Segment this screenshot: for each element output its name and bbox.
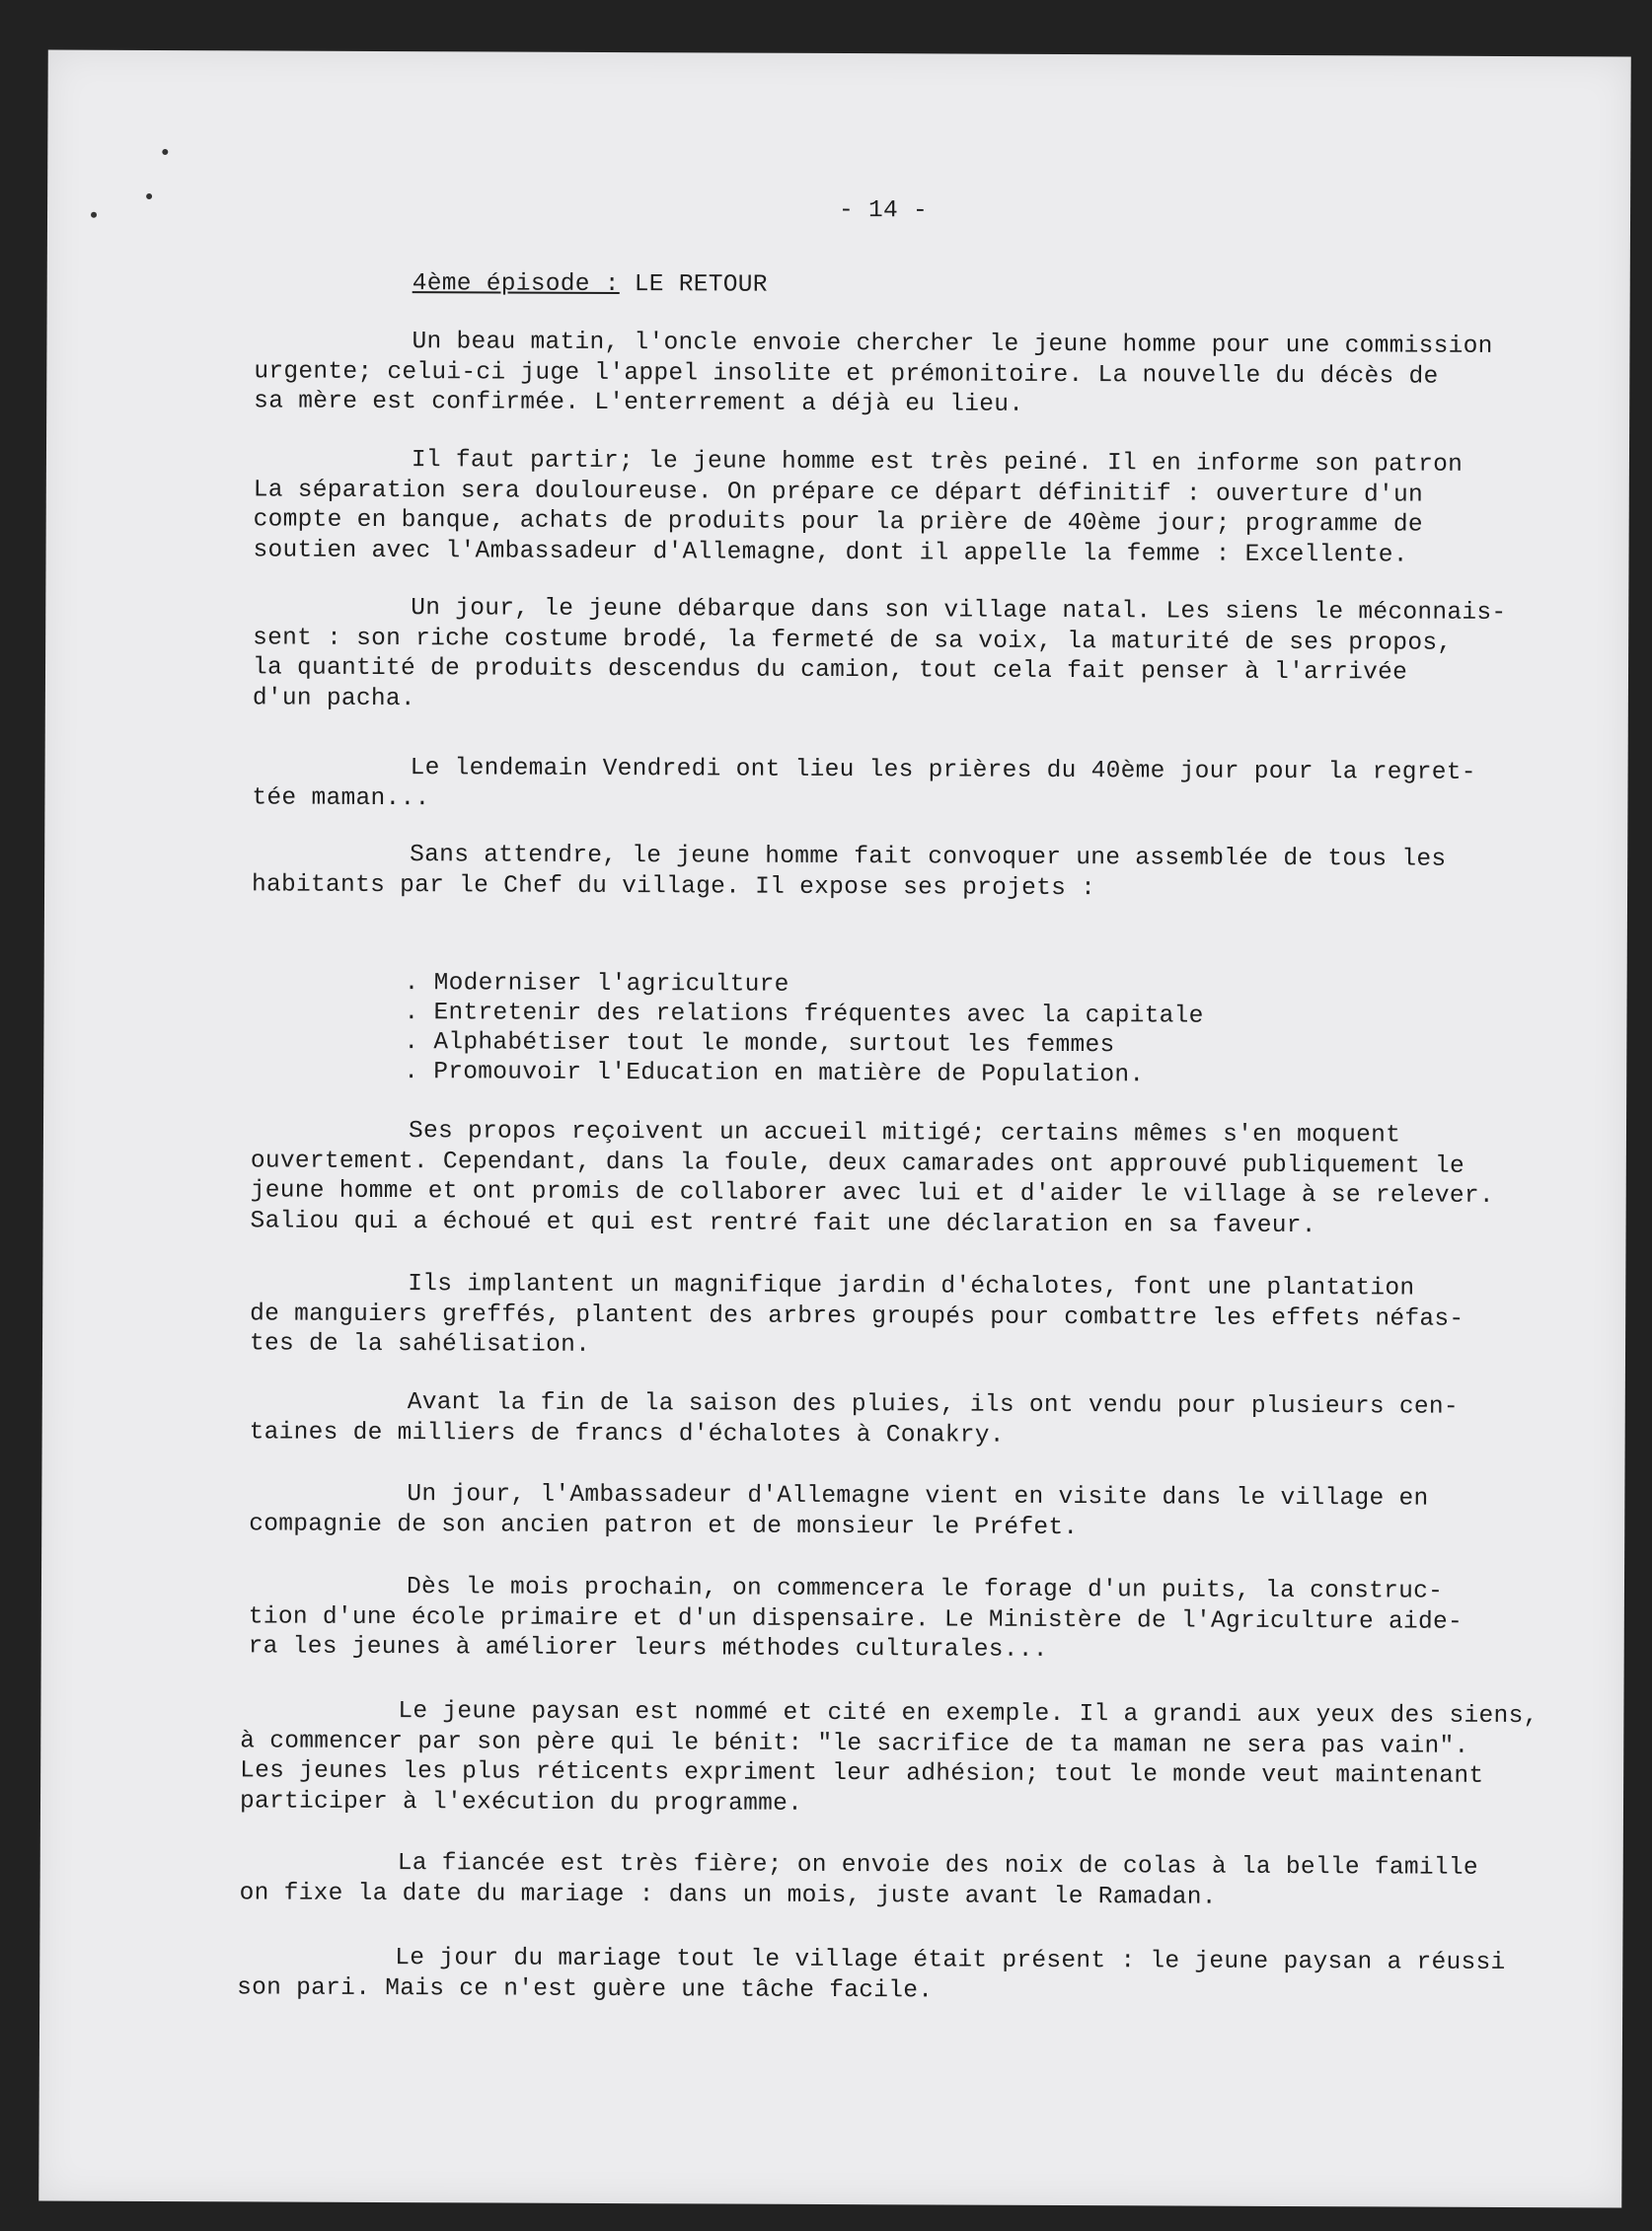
- text-line: urgente; celui-ci juge l'appel insolite et prémonitoire. La nouvelle du décès de: [254, 357, 1439, 391]
- text-line: ra les jeunes à améliorer leurs méthodes culturales...: [248, 1633, 1048, 1664]
- paragraph: [254, 327, 1625, 423]
- text-line: Avant la fin de la saison des pluies, ils ont vendu pour plusieurs cen-: [407, 1389, 1460, 1421]
- text-line: Dès le mois prochain, on commencera le forage d'un puits, la construc-: [406, 1574, 1444, 1605]
- text-line: la quantité de produits descendus du camion, tout cela fait penser à l'arrivée: [252, 654, 1408, 687]
- text-line: ouvertement. Cependant, dans la foule, deux camarades ont approuvé publiquement le: [250, 1147, 1465, 1180]
- text-line: son pari. Mais ce n'est guère une tâche facile.: [237, 1973, 934, 2004]
- paragraph: [253, 593, 1625, 719]
- project-list: [404, 969, 1204, 1091]
- episode-title: [413, 270, 768, 299]
- paper-sheet: [38, 50, 1630, 2208]
- text-line: jeune homme et ont promis de collaborer avec lui et d'aider le village à se relever.: [250, 1177, 1494, 1210]
- text-line: Ils implantent un magnifique jardin d'échalotes, font une plantation: [408, 1271, 1415, 1302]
- text-line: Ses propos reçoivent un accueil mitigé; certains mêmes s'en moquent: [408, 1118, 1401, 1150]
- text-line: on fixe la date du mariage : dans un mois, juste avant le Ramadan.: [239, 1879, 1217, 1911]
- text-line: La séparation sera douloureuse. On prépare ce départ définitif : ouverture d'un: [253, 476, 1424, 509]
- paragraph: [249, 1572, 1620, 1669]
- paragraph: [253, 445, 1625, 571]
- text-line: Le lendemain Vendredi ont lieu les prières du 40ème jour pour la regret-: [410, 755, 1476, 786]
- text-line: La fiancée est très fière; on envoie des noix de colas à la belle famille: [397, 1850, 1478, 1882]
- text-line: Un jour, l'Ambassadeur d'Allemagne vient en visite dans le village en: [407, 1481, 1429, 1513]
- text-line: Sans attendre, le jeune homme fait convoquer une assemblée de tous les: [410, 842, 1447, 873]
- paragraph: [252, 753, 1623, 819]
- episode-name: LE RETOUR: [634, 271, 768, 299]
- paragraph: [252, 840, 1623, 906]
- text-line: Le jour du mariage tout le village était présent : le jeune paysan a réussi: [395, 1945, 1506, 1976]
- text-line: Il faut partir; le jeune homme est très peiné. Il en informe son patron: [411, 447, 1464, 479]
- text-line: compte en banque, achats de produits pour la prière de 40ème jour; programme de: [253, 506, 1423, 539]
- document-body: [38, 50, 1630, 2208]
- text-line: Les jeunes les plus réticents expriment leur adhésion; tout le monde veut maintenant: [240, 1757, 1484, 1790]
- text-line: de manguiers greffés, plantent des arbres groupés pour combattre les effets néfas-: [250, 1300, 1464, 1333]
- text-line: Un jour, le jeune débarque dans son village natal. Les siens le méconnais-: [411, 595, 1507, 627]
- text-line: Le jeune paysan est nommé et cité en exemple. Il a grandi aux yeux des siens,: [398, 1698, 1539, 1731]
- text-line: sent : son riche costume brodé, la fermeté de sa voix, la maturité de ses propos,: [253, 624, 1453, 657]
- text-line: d'un pacha.: [252, 684, 415, 712]
- episode-label: 4ème épisode :: [412, 270, 620, 299]
- text-line: tion d'une école primaire et d'un dispensaire. Le Ministère de l'Agriculture aide-: [248, 1602, 1464, 1636]
- list-item: . Entretenir des relations fréquentes avec la capitale: [404, 1000, 1204, 1030]
- text-line: Saliou qui a échoué et qui est rentré fait une déclaration en sa faveur.: [250, 1207, 1316, 1239]
- paragraph: [240, 1848, 1612, 1914]
- list-item: . Moderniser l'agriculture: [404, 970, 789, 999]
- text-line: Un beau matin, l'oncle envoie chercher le jeune homme pour une commission: [412, 329, 1493, 360]
- list-item: . Promouvoir l'Education en matière de Population.: [404, 1059, 1145, 1089]
- text-line: tée maman...: [252, 783, 430, 812]
- list-item: . Alphabétiser tout le monde, surtout les femmes: [404, 1029, 1115, 1060]
- text-line: participer à l'exécution du programme.: [239, 1787, 803, 1818]
- text-line: soutien avec l'Ambassadeur d'Allemagne, dont il appelle la femme : Excellente.: [253, 536, 1408, 569]
- paragraph: [240, 1696, 1613, 1822]
- text-line: sa mère est confirmée. L'enterrement a déjà eu lieu.: [254, 388, 1024, 418]
- paragraph: [249, 1479, 1620, 1545]
- text-line: compagnie de son ancien patron et de monsieur le Préfet.: [249, 1510, 1079, 1541]
- paragraph: [250, 1269, 1621, 1366]
- page-number: - 14 -: [838, 197, 929, 225]
- paragraph: [251, 1116, 1623, 1242]
- paragraph: [250, 1387, 1621, 1453]
- text-line: tes de la sahélisation.: [249, 1330, 591, 1359]
- text-line: taines de milliers de francs d'échalotes à Conakry.: [249, 1418, 1005, 1450]
- text-line: à commencer par son père qui le bénit: "le sacrifice de ta maman ne sera pas vain".: [240, 1727, 1469, 1760]
- paragraph: [237, 1943, 1609, 2009]
- text-line: habitants par le Chef du village. Il expose ses projets :: [252, 870, 1096, 902]
